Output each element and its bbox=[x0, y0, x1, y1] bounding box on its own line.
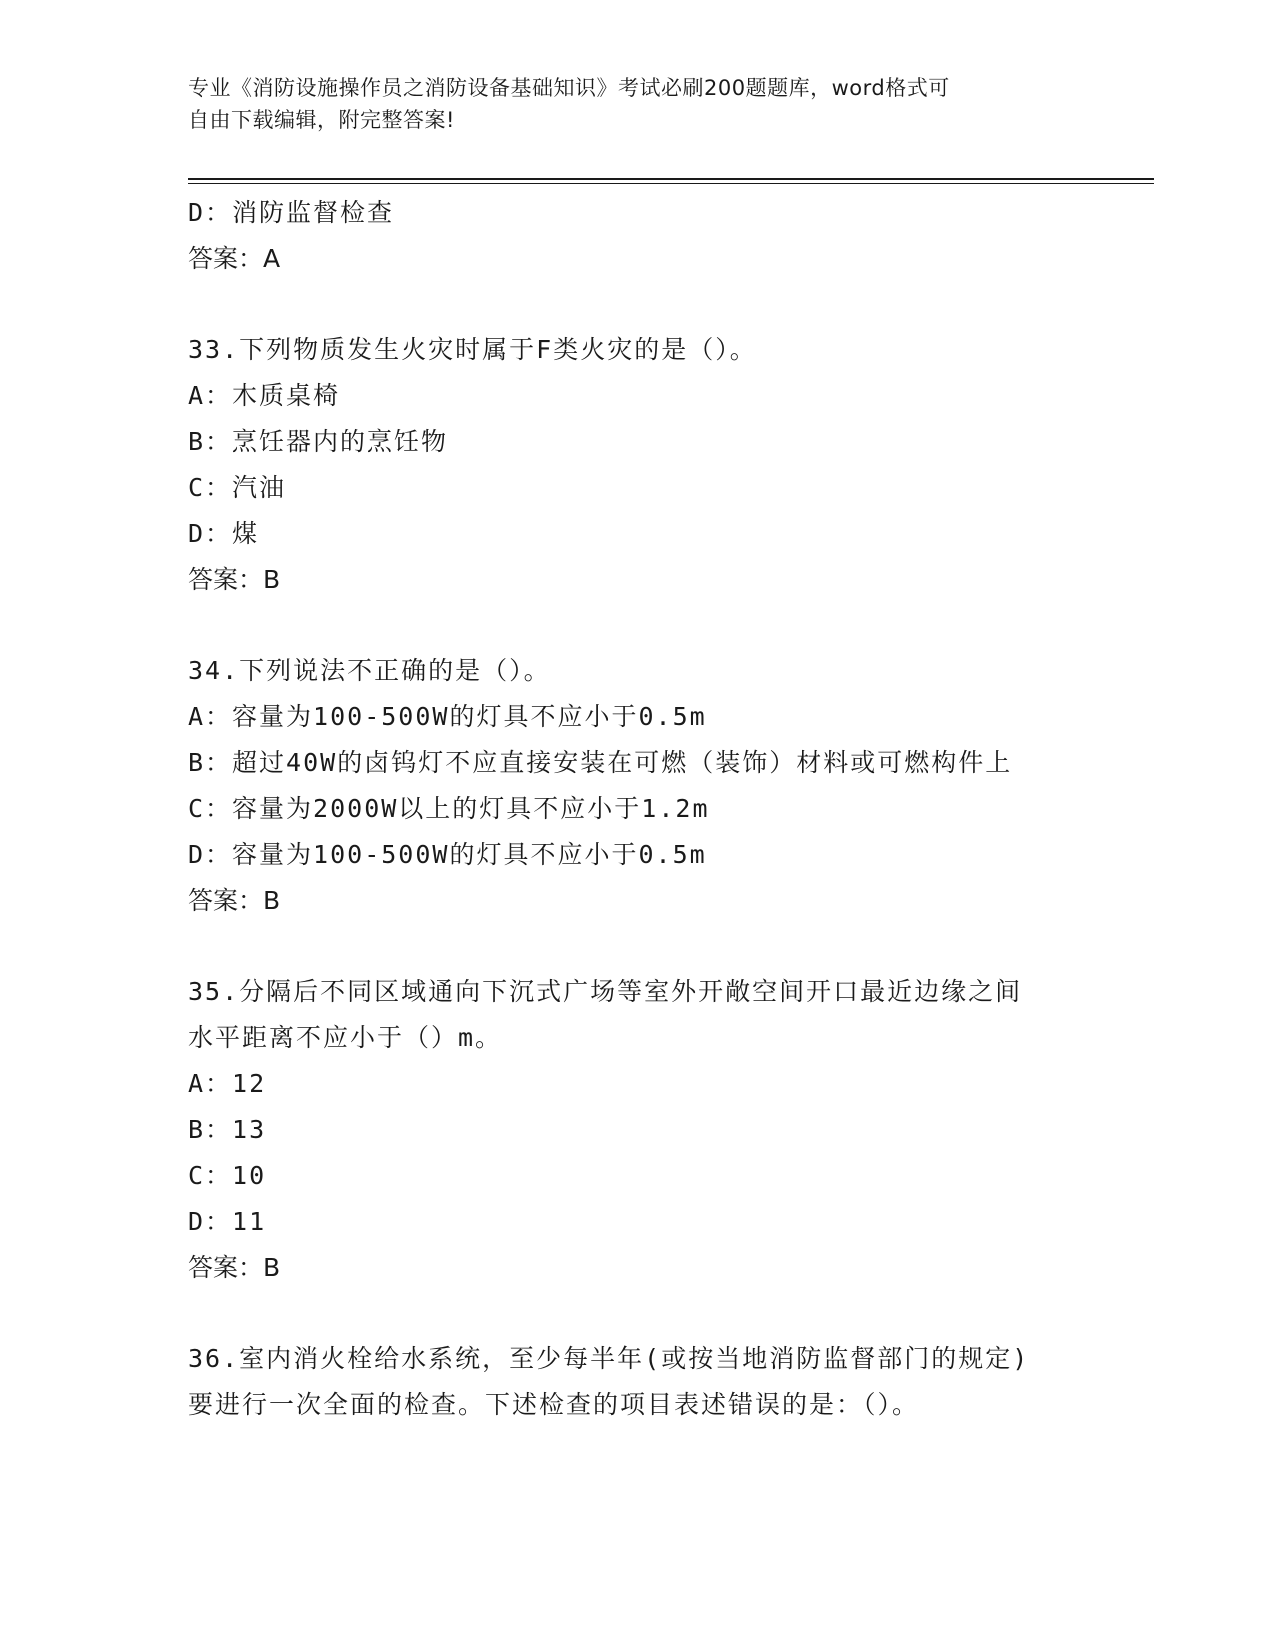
carryover-answer: 答案：A bbox=[188, 244, 281, 273]
spacer bbox=[188, 1291, 1088, 1336]
answer: 答案：B bbox=[188, 565, 281, 594]
question-text-line-1: 36.室内消火栓给水系统，至少每半年(或按当地消防监督部门的规定) bbox=[188, 1344, 1030, 1373]
question-text-line-2: 要进行一次全面的检查。下述检查的项目表述错误的是：（）。 bbox=[188, 1390, 920, 1419]
option-d: D：容量为100-500W的灯具不应小于0.5m bbox=[188, 840, 707, 869]
spacer bbox=[188, 603, 1088, 648]
question-text: 33.下列物质发生火灾时属于F类火灾的是（）。 bbox=[188, 335, 757, 364]
question-text-line-1: 35.分隔后不同区域通向下沉式广场等室外开敞空间开口最近边缘之间 bbox=[188, 977, 1023, 1006]
question-text-line-2: 水平距离不应小于（）m。 bbox=[188, 1023, 503, 1052]
option-b: B：超过40W的卤钨灯不应直接安装在可燃（装饰）材料或可燃构件上 bbox=[188, 748, 1013, 777]
option-c: C：10 bbox=[188, 1161, 267, 1190]
question-34 bbox=[188, 648, 1088, 924]
option-a: A：12 bbox=[188, 1069, 267, 1098]
option-d: D：11 bbox=[188, 1207, 267, 1236]
option-b: B：13 bbox=[188, 1115, 267, 1144]
spacer bbox=[188, 282, 1088, 327]
option-c: C：汽油 bbox=[188, 473, 287, 502]
option-d: D：煤 bbox=[188, 519, 260, 548]
question-36 bbox=[188, 1336, 1088, 1428]
option-c: C：容量为2000W以上的灯具不应小于1.2m bbox=[188, 794, 710, 823]
question-content bbox=[188, 190, 1088, 1428]
carryover-option-d: D：消防监督检查 bbox=[188, 198, 395, 227]
header-line-1: 专业《消防设施操作员之消防设备基础知识》考试必刷200题题库，word格式可 bbox=[188, 76, 950, 100]
question-text: 34.下列说法不正确的是（）。 bbox=[188, 656, 551, 685]
option-b: B：烹饪器内的烹饪物 bbox=[188, 427, 449, 456]
question-35 bbox=[188, 969, 1088, 1291]
question-33 bbox=[188, 327, 1088, 603]
header-line-2: 自由下载编辑，附完整答案! bbox=[188, 108, 455, 132]
header-divider-thick bbox=[188, 178, 1154, 180]
option-a: A：容量为100-500W的灯具不应小于0.5m bbox=[188, 702, 707, 731]
spacer bbox=[188, 924, 1088, 969]
option-a: A：木质桌椅 bbox=[188, 381, 341, 410]
answer: 答案：B bbox=[188, 1253, 281, 1282]
header-divider-thin bbox=[188, 183, 1154, 184]
answer: 答案：B bbox=[188, 886, 281, 915]
page-header bbox=[188, 72, 1068, 136]
